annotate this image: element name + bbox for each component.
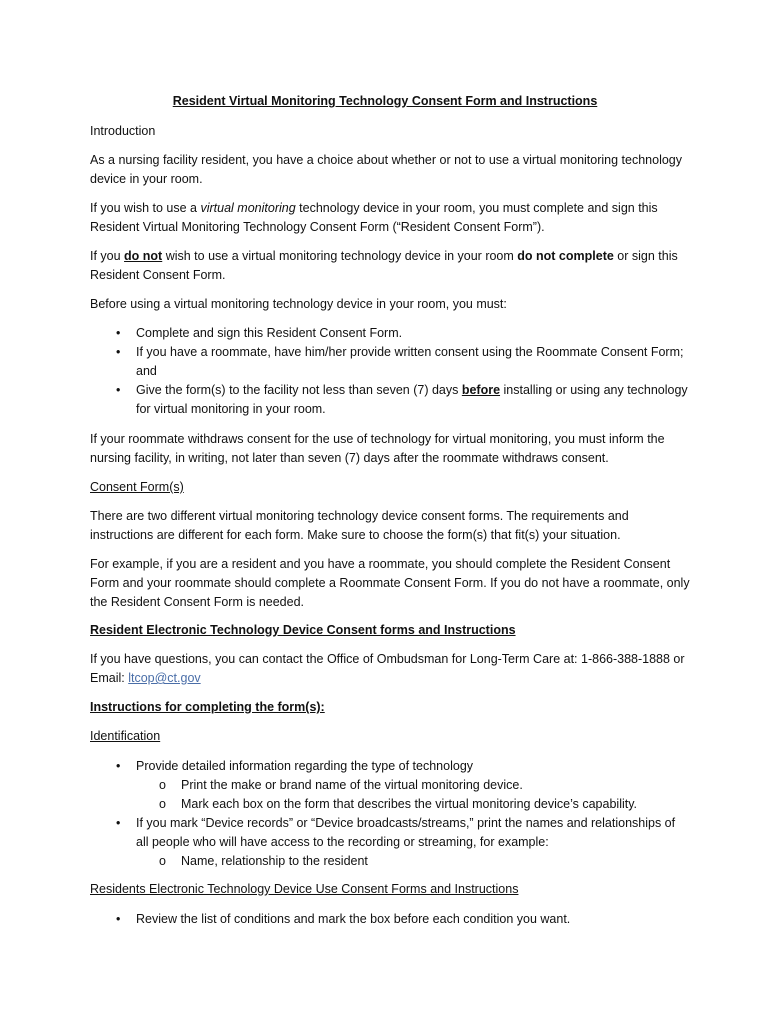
bullet-icon: • xyxy=(116,816,121,830)
list-item-text: Give the form(s) to the facility not less than seven (7) days xyxy=(136,383,462,397)
paragraph-contact xyxy=(90,650,690,688)
paragraph-two-forms: There are two different virtual monitoring technology device consent forms. The requirements and instructions are different for each form. Make sure to choose the form(s) that fit(s) your situation. xyxy=(90,509,629,542)
requirements-list xyxy=(90,324,690,419)
paragraph-roommate-withdraws: If your roommate withdraws consent for the use of technology for virtual monitoring, you must inform the nursing facility, in writing, not later than seven (7) days after the roommate withdraws consent. xyxy=(90,432,665,465)
emphasis-text: before xyxy=(461,383,501,397)
bullet-icon: • xyxy=(116,326,121,340)
bullet-icon: • xyxy=(116,912,121,926)
paragraph-text: wish to use a virtual monitoring technology device in your room xyxy=(162,249,518,263)
list-item xyxy=(90,814,690,871)
paragraph-before-using: Before using a virtual monitoring technology device in your room, you must: xyxy=(90,297,507,311)
conditions-list xyxy=(90,910,690,929)
list-item-text: If you have a roommate, have him/her provide written consent using the Roommate Consent Form; and xyxy=(136,345,684,378)
paragraph-choice: As a nursing facility resident, you have a choice about whether or not to use a virtual monitoring technology device in your room. xyxy=(90,153,683,186)
instructions-heading: Instructions for completing the form(s): xyxy=(90,700,325,714)
list-item-text: Review the list of conditions and mark the box before each condition you want. xyxy=(136,912,571,926)
paragraph-wish-to-use xyxy=(90,199,690,237)
italic-text: virtual monitoring xyxy=(200,201,296,215)
list-item-text: Mark each box on the form that describes the virtual monitoring device’s capability. xyxy=(181,797,638,811)
electronic-forms-heading: Resident Electronic Technology Device Consent forms and Instructions xyxy=(90,623,516,637)
bullet-icon: • xyxy=(116,383,121,397)
paragraph-text: If you have questions, you can contact the Office of Ombudsman for Long-Term Care at: 1-866-388-1888 or Email: xyxy=(90,652,685,685)
list-item-text: Print the make or brand name of the virtual monitoring device. xyxy=(181,778,523,792)
paragraph-text: If you wish to use a xyxy=(90,201,201,215)
bullet-icon: • xyxy=(116,759,121,773)
paragraph-text: If you xyxy=(90,249,125,263)
list-item-text: If you mark “Device records” or “Device broadcasts/streams,” print the names and relationships of all people who will have access to the recording or streaming, for example: xyxy=(136,816,676,849)
circle-bullet-icon: o xyxy=(159,854,166,868)
sub-list-item xyxy=(136,776,690,795)
emphasis-text: do not xyxy=(124,249,163,263)
email-link[interactable]: ltcop@ct.gov xyxy=(128,671,201,685)
identification-heading: Identification xyxy=(90,729,161,743)
list-item xyxy=(90,381,690,419)
list-item-text: installing or using any technology for virtual monitoring in your room. xyxy=(136,383,688,416)
list-item-text: Complete and sign this Resident Consent Form. xyxy=(136,326,403,340)
introduction-heading: Introduction xyxy=(90,124,156,138)
consent-forms-heading: Consent Form(s) xyxy=(90,480,184,494)
paragraph-text: technology device in your room, you must complete and sign this Resident Virtual Monitoring Technology Consent Form (“Resident Consent Form”). xyxy=(90,201,658,234)
list-item-text: Provide detailed information regarding the type of technology xyxy=(136,759,474,773)
sub-list xyxy=(136,776,690,814)
sub-list-item xyxy=(136,852,690,871)
sub-list xyxy=(136,852,690,871)
list-item xyxy=(90,910,690,929)
page-title: Resident Virtual Monitoring Technology Consent Form and Instructions xyxy=(172,94,598,108)
list-item xyxy=(90,324,690,343)
identification-list xyxy=(90,757,690,871)
circle-bullet-icon: o xyxy=(159,778,166,792)
paragraph-do-not-wish xyxy=(90,247,690,285)
paragraph-text: or sign this Resident Consent Form. xyxy=(90,249,678,282)
emphasis-text: do not complete xyxy=(517,249,614,263)
circle-bullet-icon: o xyxy=(159,797,166,811)
list-item-text: Name, relationship to the resident xyxy=(181,854,368,868)
paragraph-example: For example, if you are a resident and you have a roommate, you should complete the Resident Consent Form and your roommate should complete a Roommate Consent Form. If you do not have a roommate, only the Resident Consent Form is needed. xyxy=(90,557,690,609)
list-item xyxy=(90,757,690,814)
use-consent-heading: Residents Electronic Technology Device Use Consent Forms and Instructions xyxy=(90,882,519,896)
list-item xyxy=(90,343,690,381)
bullet-icon: • xyxy=(116,345,121,359)
sub-list-item xyxy=(136,795,690,814)
